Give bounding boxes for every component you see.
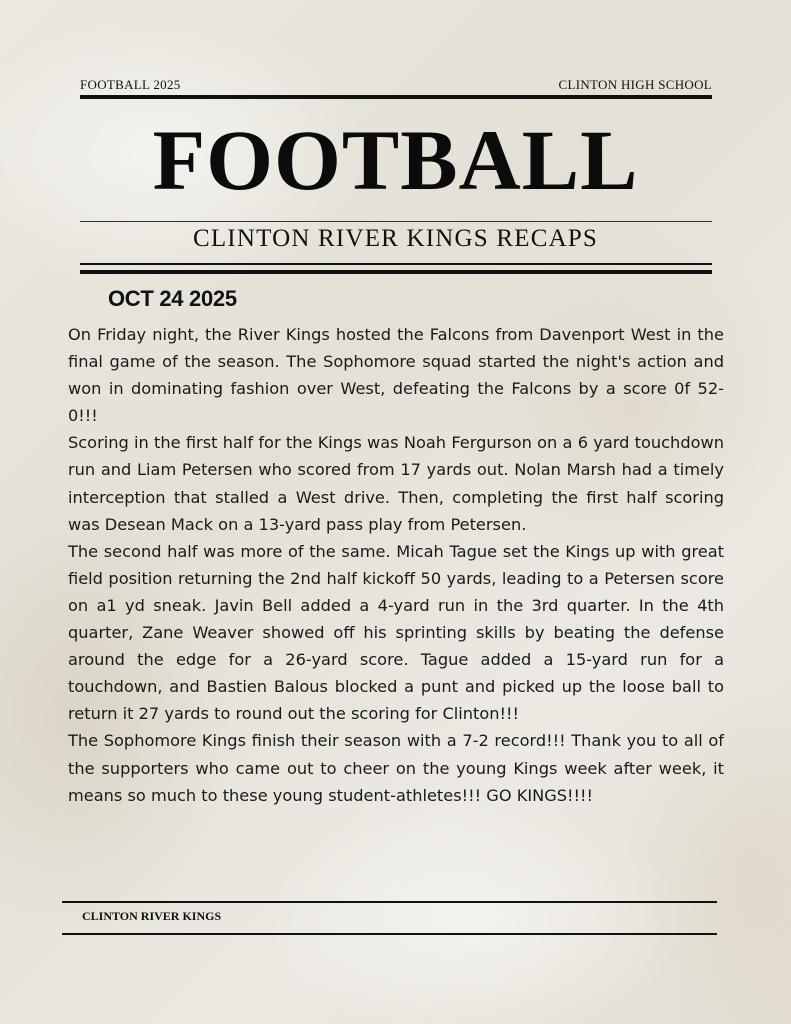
footer-label: CLINTON RIVER KINGS — [82, 909, 222, 923]
article-body — [68, 321, 724, 809]
article-paragraph: Scoring in the first half for the Kings was Noah Fergurson on a 6 yard touchdown run and Liam Petersen who scored from 17 yards out. Nolan Marsh had a timely interception that stalled a West drive. Then, completing the first half scoring was Desean Mack on a 13-yard pass play from Petersen. — [68, 433, 724, 534]
page-title: FOOTBALL — [152, 112, 639, 208]
masthead-left-label: FOOTBALL 2025 — [80, 77, 181, 92]
article-paragraph: On Friday night, the River Kings hosted the Falcons from Davenport West in the final game of the season. The Sophomore squad started the night's action and won in dominating fashion over West, defeating the Falcons by a score 0f 52-0!!! — [68, 325, 724, 426]
subtitle-divider-thick — [80, 270, 712, 274]
page-subtitle: CLINTON RIVER KINGS RECAPS — [192, 225, 599, 252]
subtitle-divider-thin — [80, 263, 712, 265]
title-divider — [80, 221, 712, 222]
masthead-right-label: CLINTON HIGH SCHOOL — [558, 77, 712, 92]
footer-divider-top — [62, 901, 717, 903]
article-paragraph: The second half was more of the same. Micah Tague set the Kings up with great field position returning the 2nd half kickoff 50 yards, leading to a Petersen score on a1 yd sneak. Javin Bell added a 4-yard run in the 3rd quarter. In the 4th quarter, Zane Weaver showed off his sprinting skills by beating the defense around the edge for a 26-yard score. Tague added a 15-yard run for a touchdown, and Bastien Balous blocked a punt and picked up the loose ball to return it 27 yards to round out the scoring for Clinton!!! — [68, 541, 724, 724]
footer-divider-bottom — [62, 933, 717, 935]
article-date: OCT 24 2025 — [108, 286, 237, 311]
masthead-top — [80, 77, 712, 93]
article-paragraph: The Sophomore Kings finish their season with a 7-2 record!!! Thank you to all of the supporters who came out to cheer on the young Kings week after week, it means so much to these young student-athletes!!! GO KINGS!!!! — [68, 731, 724, 805]
masthead-divider — [80, 95, 712, 99]
